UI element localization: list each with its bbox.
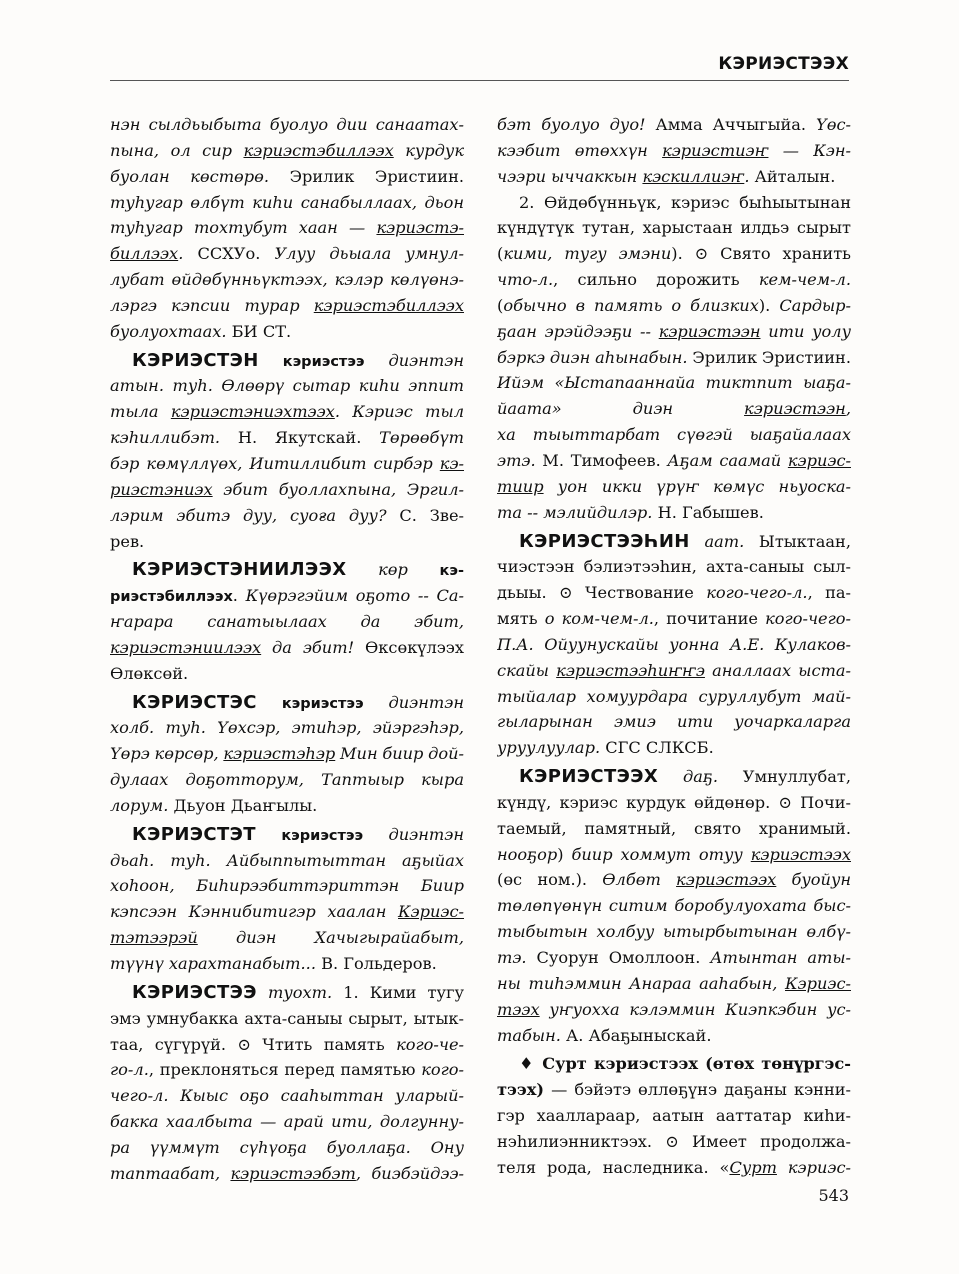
text-line: кэһиллибэт. Н. Якутскай. Төрөөбүт (110, 428, 464, 448)
header-rule (110, 80, 849, 81)
text-line: теля рода, наследника. «Сурт кэриэс- (497, 1157, 851, 1177)
text-line: таптаабат, кэриэстээбэт, биэбэйдээ- (110, 1163, 464, 1183)
text-line: риэстэниэх эбит буоллахпына, Эргил- (110, 479, 464, 499)
text-line: тэтээрэй диэн Хачыгырайабыт, (110, 928, 464, 948)
text-line: (обычно в память о близких). Сардыр- (497, 295, 851, 315)
text-line: бэт буолуо дуо! Амма Аччыгыйа. Үөс- (497, 115, 851, 134)
text-line: нооҕор) биир хоммут отуу кэриэстээх (497, 844, 851, 864)
text-line: лубат өйдөбүнньүктээх, кэлэр көлүөнэ- (110, 270, 464, 290)
entry-start: КЭРИЭСТЭЭ туохт. 1. Кими тугу (132, 981, 464, 1003)
text-line: нэн сылдьыбыта буолуо дии санаатах- (110, 115, 464, 134)
text-line: тыйалар хомуурдара суруллубут май- (497, 686, 851, 706)
text-line: табын. А. Абаҕыныскай. (497, 1025, 712, 1045)
entry-start: КЭРИЭСТЭН кэриэстээ диэнтэн (132, 349, 464, 371)
text-line: (өс ном.). Өлбөт кэриэстээх буойун (497, 870, 851, 890)
text-line: бэркэ диэн аһынабын. Эрилик Эристиин. (497, 347, 851, 367)
text-line: лэрим эбитэ дуу, суоға дуу? С. Зве- (110, 505, 464, 525)
text-line: пына, ол сир кэриэстэбиллээх курдук (110, 140, 464, 160)
text-line: түүнү харахтанабыт... В. Гольдеров. (110, 954, 437, 973)
text-line: этэ. М. Тимофеев. Аҕам саамай кэриэс- (497, 450, 851, 470)
text-line: чиэстээн бэлиэтээһин, ахта-саныы сыл- (497, 557, 851, 577)
text-line: гэр хааллараар, аатын ааттатар киһи- (497, 1106, 851, 1126)
text-line: туһугар өлбүт киһи санабыллаах, дьон (110, 192, 464, 212)
text-line: биллээх. ССХУо. Улуу дьыала умнул- (110, 244, 464, 264)
text-line: Ийэм «Ыстапааннайа тиктпит ыаҕа- (497, 373, 851, 393)
text-line: чего-л. Кыыс оҕо сааһыттан уларый- (110, 1086, 464, 1106)
text-line: уруулуулар. СГС СЛКСБ. (497, 738, 714, 758)
text-line: мять о ком-чем-л., почитание кого-чего- (497, 609, 851, 629)
text-line: төлөпүөнүн ситим боробулуохата быс- (497, 896, 851, 916)
entry-start: КЭРИЭСТЭНИИЛЭЭХ көр кэ- (132, 559, 464, 581)
text-line: күндү, кэриэс курдук өйдөнөр. ⊙ Почи- (497, 792, 851, 812)
text-line: бакка хаалбыта — арай ити, долгунну- (110, 1112, 464, 1132)
text-line: буолуохтаах. БИ СТ. (110, 321, 292, 341)
entry-start: КЭРИЭСТЭТ кэриэстээ диэнтэн (132, 823, 464, 845)
text-line: кэпсээн Кэннибитигэр хаалан Кэриэс- (110, 902, 464, 922)
text-line: дьаһ. туһ. Айбыппытыттан аҕыйах (110, 850, 464, 870)
text-line: тыла кэриэстэниэхтээх. Кэриэс тыл (110, 402, 464, 422)
text-line: та -- мэлийдилэр. Н. Габышев. (497, 502, 764, 522)
text-line: тэ. Суорун Омоллоон. Атынтан аты- (497, 948, 851, 967)
running-head: КЭРИЭСТЭЭХ (718, 54, 849, 74)
text-line: йаата» диэн кэриэстээн, (497, 399, 851, 419)
text-line: ҥарара санатыылаах да эбит, (110, 612, 464, 632)
text-line: рев. (110, 531, 145, 551)
text-line: ра үүммүт сүһүоҕа буоллаҕа. Ону (110, 1137, 464, 1157)
text-line: П.А. Ойуунускайы уонна А.Е. Кулаков- (497, 634, 851, 654)
text-line: туһугар тохтубут хаан — кэриэстэ- (110, 218, 464, 238)
text-line: дулаах доҕотторум, Таптыыр кыра (110, 770, 464, 790)
text-line: холб. туһ. Үөхсэр, этиһэр, эйэргэһэр, (110, 718, 464, 738)
text-line: лорум. Дьуон Дьаҥылы. (110, 795, 318, 815)
text-line: го-л., преклоняться перед памятью кого- (110, 1060, 464, 1080)
text-line: эмэ умнубакка ахта-саныы сырыт, ытык- (110, 1008, 464, 1028)
page-number: 543 (818, 1186, 849, 1205)
text-line: таемый, памятный, свято хранимый. (497, 818, 851, 838)
entry-start: КЭРИЭСТЭЭХ даҕ. Умнуллубат, (519, 766, 851, 788)
text-line: кээбит өтөххүн кэриэстиэҥ — Кэн- (497, 140, 851, 160)
text-line: дьыы. ⊙ Чествование кого-чего-л., па- (497, 583, 851, 603)
text-line: риэстэбиллээх. Күөрэгэйим оҕото -- Са- (110, 586, 464, 606)
text-line: тээх) — бэйэтэ өллөҕүнэ даҕаны кэнни- (497, 1080, 851, 1100)
text-line: 2. Өйдөбүнньүк, кэриэс быһыытынан (519, 192, 851, 212)
text-line: тыбытын холбуу ытырбытынан өлбү- (497, 922, 851, 942)
right-column (497, 112, 851, 1181)
entry-start: КЭРИЭСТЭС кэриэстээ диэнтэн (132, 691, 464, 713)
text-line: что-л., сильно дорожить кем-чем-л. (497, 270, 851, 290)
text-line: хоһоон, Биһирээбиттэриттэн Биир (110, 876, 464, 896)
left-column (110, 112, 464, 1187)
text-line: тээх уҥуохха кэлэммин Киэпкэбин ус- (497, 999, 851, 1019)
text-line: (кими, тугу эмэни). ⊙ Свято хранить (497, 244, 851, 264)
idiom-start: ♦ Сурт кэриэстээх (өтөх төнүргэс- (519, 1054, 851, 1074)
text-line: Өлөксөй. (110, 663, 189, 683)
text-line: тиир уон икки үрүҥ көмүс ньуоска- (497, 476, 851, 496)
text-line: гыларынан эмиэ ити уочаркаларга (497, 712, 851, 732)
text-line: ҕаан эрэйдээҕи -- кэриэстээн ити уолу (497, 321, 851, 341)
text-line: лэргэ кэпсии турар кэриэстэбиллээх (110, 295, 464, 315)
text-line: нэһилиэнниктээх. ⊙ Имеет продолжа- (497, 1131, 851, 1151)
text-line: атын. туһ. Өлөөрү сытар киһи эппит (110, 376, 464, 396)
text-line: бэр көмүллүөх, Иитиллибит сирбэр кэ- (110, 453, 464, 473)
text-line: ха тыыттарбат сүөгэй ыаҕайалаах (497, 425, 851, 445)
text-line: буолан көстөрө. Эрилик Эристиин. (110, 166, 464, 186)
text-line: таа, сүгүрүй. ⊙ Чтить память кого-че- (110, 1034, 464, 1054)
text-line: кэриэстэниилээх да эбит! Өксөкүлээх (110, 637, 464, 657)
text-line: Үөрэ көрсөр, кэриэстэһэр Мин биир дой- (110, 744, 464, 764)
entry-start: КЭРИЭСТЭЭҺИН аат. Ытыктаан, (519, 530, 851, 552)
text-line: ны тиһэммин Анараа ааһабын, Кэриэс- (497, 973, 851, 993)
text-line: скайы кэриэстээһиҥҥэ аналлаах ыста- (497, 660, 851, 680)
text-line: күндүтүк тутан, харыстаан илдьэ сырыт (497, 218, 851, 238)
text-line: чээри ыччаккын кэскиллиэҥ. Айталын. (497, 166, 836, 186)
